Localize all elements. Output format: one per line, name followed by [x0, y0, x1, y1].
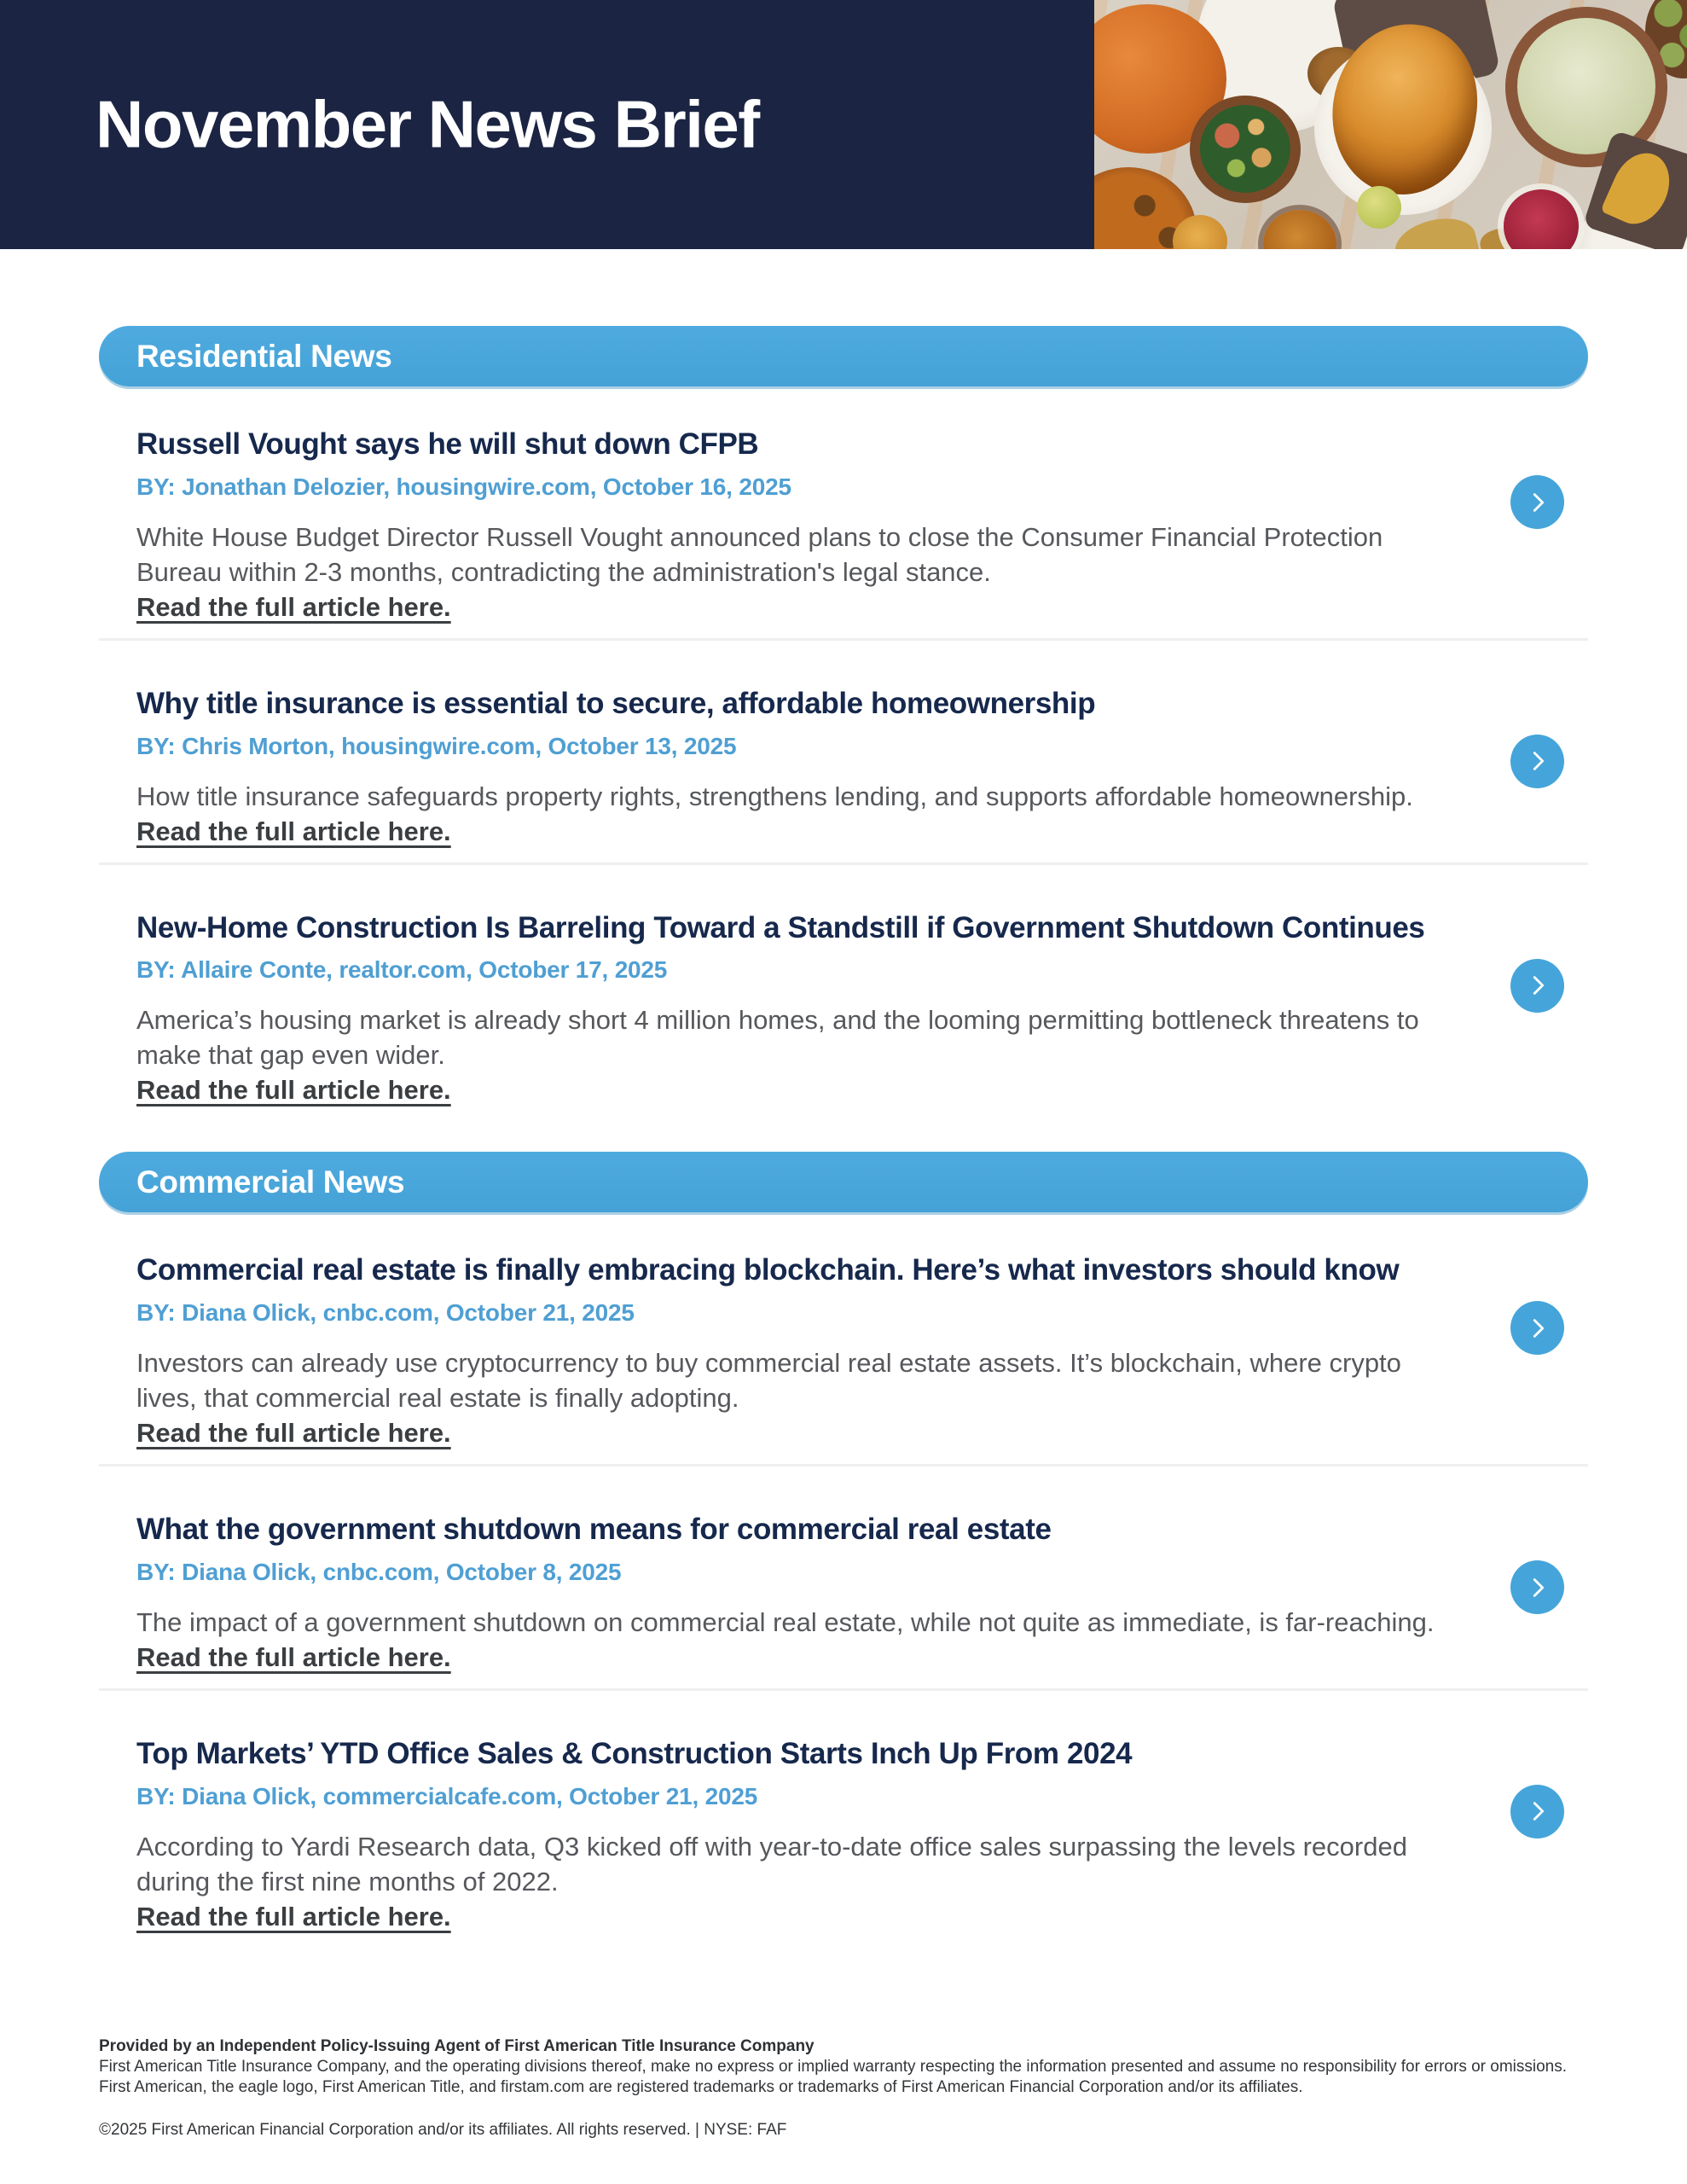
article-card: [99, 685, 1588, 865]
article-summary: According to Yardi Research data, Q3 kicked off with year-to-date office sales surpassing the levels recorded during the first nine months of 2022.: [136, 1831, 1407, 1896]
chevron-right-icon: [1525, 1316, 1551, 1341]
gravy-bowl-shape: [1263, 210, 1336, 249]
chevron-right-icon: [1525, 490, 1551, 515]
footer-disclaimer: [99, 2036, 1588, 2140]
section-title: Residential News: [136, 338, 392, 374]
article-byline: BY: Diana Olick, cnbc.com, October 21, 2025: [136, 1299, 635, 1326]
salad-shape: [1200, 105, 1290, 193]
article-byline: BY: Jonathan Delozier, housingwire.com, October 16, 2025: [136, 473, 791, 500]
article-card: [99, 909, 1588, 1108]
article-card: [99, 1511, 1588, 1691]
footer-legal-text: First American Title Insurance Company, and the operating divisions thereof, make no express or implied warranty respecting the information presented and assume no responsibility for errors or omissions. First American, the eagle logo, First American Title, and firstam.com are registered trademarks or trademarks of First American Financial Corporation and/or its affiliates.: [99, 2057, 1568, 2096]
open-article-button[interactable]: [1510, 1785, 1564, 1838]
open-article-button[interactable]: [1510, 959, 1564, 1013]
article-title: Top Markets’ YTD Office Sales & Construction Starts Inch Up From 2024: [136, 1736, 1133, 1770]
article-title: New-Home Construction Is Barreling Toward a Standstill if Government Shutdown Continues: [136, 910, 1425, 944]
article-byline: BY: Diana Olick, cnbc.com, October 8, 2025: [136, 1558, 622, 1585]
footer-copyright: ©2025 First American Financial Corporation and/or its affiliates. All rights reserved. | NYSE: FAF: [99, 2120, 787, 2139]
article-summary: White House Budget Director Russell Vought announced plans to close the Consumer Financial Protection Bureau within 2-3 months, contradicting the administration's legal stance.: [136, 521, 1383, 587]
open-article-button[interactable]: [1510, 1301, 1564, 1355]
footer-provided-by: Provided by an Independent Policy-Issuing Agent of First American Title Insurance Company: [99, 2036, 815, 2055]
read-article-link[interactable]: Read the full article here.: [136, 591, 451, 622]
read-article-link[interactable]: Read the full article here.: [136, 1075, 451, 1106]
autumn-leaf-shape: [1390, 211, 1481, 249]
open-article-button[interactable]: [1510, 735, 1564, 788]
section-header-residential-news: [99, 326, 1588, 386]
chevron-right-icon: [1525, 748, 1551, 774]
chevron-right-icon: [1525, 1575, 1551, 1600]
chevron-right-icon: [1525, 1798, 1551, 1824]
read-article-link[interactable]: Read the full article here.: [136, 1901, 451, 1931]
article-title: What the government shutdown means for commercial real estate: [136, 1513, 1052, 1546]
article-title: Commercial real estate is finally embracing blockchain. Here’s what investors should know: [136, 1253, 1400, 1287]
article-summary: How title insurance safeguards property rights, strengthens lending, and supports affordable homeownership.: [136, 781, 1413, 811]
open-article-button[interactable]: [1510, 475, 1564, 529]
article-summary: America’s housing market is already short 4 million homes, and the looming permitting bottleneck threatens to make that gap even wider.: [136, 1005, 1419, 1071]
cranberry-sauce-shape: [1504, 189, 1579, 249]
article-title: Why title insurance is essential to secure, affordable homeownership: [136, 686, 1096, 720]
read-article-link[interactable]: Read the full article here.: [136, 1641, 451, 1672]
read-article-link[interactable]: Read the full article here.: [136, 816, 451, 846]
open-article-button[interactable]: [1510, 1560, 1564, 1614]
article-byline: BY: Diana Olick, commercialcafe.com, October 21, 2025: [136, 1782, 758, 1809]
page-title: November News Brief: [96, 86, 759, 162]
thanksgiving-photo: [1094, 0, 1687, 249]
apple-shape: [1357, 186, 1401, 229]
header-banner: [0, 0, 1687, 249]
article-card: [99, 1252, 1588, 1467]
article-card: [99, 1735, 1588, 1934]
read-article-link[interactable]: Read the full article here.: [136, 1418, 451, 1448]
article-card: [99, 426, 1588, 641]
chevron-right-icon: [1525, 973, 1551, 998]
content-area: [99, 326, 1588, 1934]
article-byline: BY: Allaire Conte, realtor.com, October 17, 2025: [136, 956, 668, 984]
mashed-potatoes-shape: [1517, 18, 1655, 154]
article-title: Russell Vought says he will shut down CFPB: [136, 427, 759, 461]
article-byline: BY: Chris Morton, housingwire.com, October 13, 2025: [136, 732, 737, 759]
article-summary: Investors can already use cryptocurrency to buy commercial real estate assets. It’s blockchain, where crypto lives, that commercial real estate is finally adopting.: [136, 1348, 1401, 1413]
section-header-commercial-news: [99, 1152, 1588, 1212]
article-summary: The impact of a government shutdown on commercial real estate, while not quite as immediate, is far-reaching.: [136, 1606, 1435, 1637]
section-title: Commercial News: [136, 1164, 405, 1199]
